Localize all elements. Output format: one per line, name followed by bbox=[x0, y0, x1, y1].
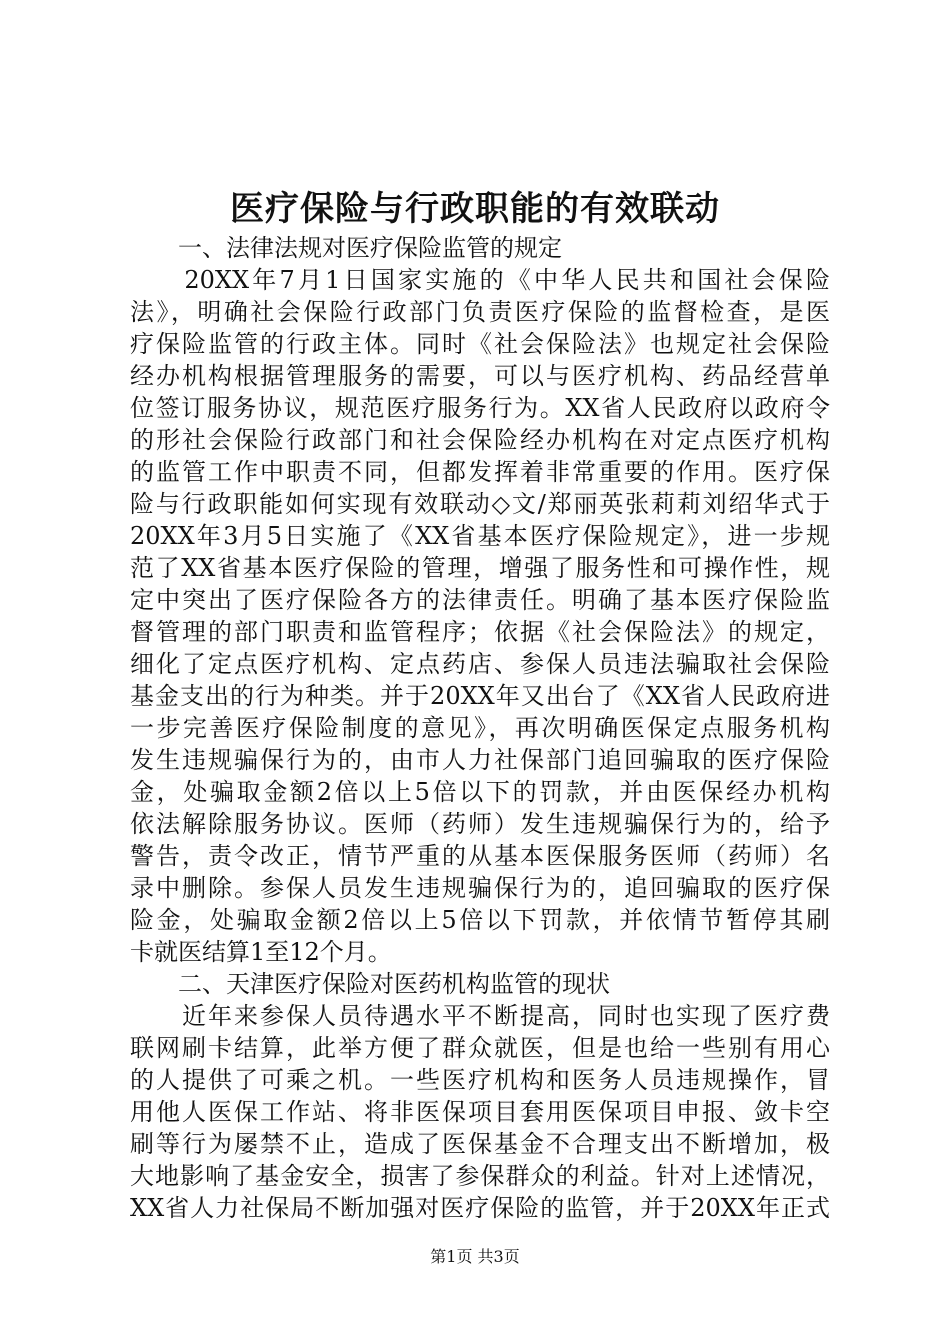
paragraph-line: 险金，处骗取金额2倍以上5倍以下罚款，并依情节暂停其刷 bbox=[130, 906, 830, 934]
paragraph-line: 基金支出的行为种类。并于20XX年又出台了《XX省人民政府进 bbox=[130, 682, 830, 710]
paragraph-line: 险与行政职能如何实现有效联动◇文/郑丽英张莉莉刘绍华式于 bbox=[130, 490, 830, 518]
paragraph-line: XX省人力社保局不断加强对医疗保险的监管，并于20XX年正式 bbox=[130, 1194, 830, 1222]
paragraph-line: 用他人医保工作站、将非医保项目套用医保项目申报、敛卡空 bbox=[130, 1098, 830, 1126]
paragraph-line: 金，处骗取金额2倍以上5倍以下的罚款，并由医保经办机构 bbox=[130, 778, 830, 806]
paragraph-line: 录中删除。参保人员发生违规骗保行为的，追回骗取的医疗保 bbox=[130, 874, 830, 902]
paragraph-line: 联网刷卡结算，此举方便了群众就医，但是也给一些别有用心 bbox=[130, 1034, 830, 1062]
paragraph-line: 依法解除服务协议。医师（药师）发生违规骗保行为的，给予 bbox=[130, 810, 830, 838]
paragraph-line: 刷等行为屡禁不止，造成了医保基金不合理支出不断增加，极 bbox=[130, 1130, 830, 1158]
paragraph-line: 法》，明确社会保险行政部门负责医疗保险的监督检查，是医 bbox=[130, 298, 830, 326]
paragraph-line: 20XX年7月1日国家实施的《中华人民共和国社会保险 bbox=[130, 266, 830, 294]
paragraph-line: 定中突出了医疗保险各方的法律责任。明确了基本医疗保险监 bbox=[130, 586, 830, 614]
paragraph-line: 大地影响了基金安全，损害了参保群众的利益。针对上述情况， bbox=[130, 1162, 830, 1190]
paragraph-line: 督管理的部门职责和监管程序；依据《社会保险法》的规定， bbox=[130, 618, 830, 646]
paragraph-line: 发生违规骗保行为的，由市人力社保部门追回骗取的医疗保险 bbox=[130, 746, 830, 774]
paragraph-line: 位签订服务协议，规范医疗服务行为。XX省人民政府以政府令 bbox=[130, 394, 830, 422]
section-heading: 一、法律法规对医疗保险监管的规定 bbox=[130, 234, 562, 262]
page-number-footer: 第1页 共3页 bbox=[430, 1247, 520, 1266]
paragraph-line: 警告，责令改正，情节严重的从基本医保服务医师（药师）名 bbox=[130, 842, 830, 870]
document-title: 医疗保险与行政职能的有效联动 bbox=[230, 189, 720, 229]
paragraph-line: 一步完善医疗保险制度的意见》，再次明确医保定点服务机构 bbox=[130, 714, 830, 742]
paragraph-line: 卡就医结算1至12个月。 bbox=[130, 938, 392, 966]
document-body bbox=[130, 232, 830, 1224]
paragraph-line: 细化了定点医疗机构、定点药店、参保人员违法骗取社会保险 bbox=[130, 650, 830, 678]
paragraph-line: 的形社会保险行政部门和社会保险经办机构在对定点医疗机构 bbox=[130, 426, 830, 454]
paragraph-line: 20XX年3月5日实施了《XX省基本医疗保险规定》，进一步规 bbox=[130, 522, 830, 550]
paragraph-line: 范了XX省基本医疗保险的管理，增强了服务性和可操作性，规 bbox=[130, 554, 830, 582]
paragraph-line: 近年来参保人员待遇水平不断提高，同时也实现了医疗费 bbox=[130, 1002, 830, 1030]
paragraph-line: 经办机构根据管理服务的需要，可以与医疗机构、药品经营单 bbox=[130, 362, 830, 390]
paragraph-line: 的人提供了可乘之机。一些医疗机构和医务人员违规操作，冒 bbox=[130, 1066, 830, 1094]
section-heading: 二、天津医疗保险对医药机构监管的现状 bbox=[130, 970, 610, 998]
paragraph-line: 疗保险监管的行政主体。同时《社会保险法》也规定社会保险 bbox=[130, 330, 830, 358]
paragraph-line: 的监管工作中职责不同，但都发挥着非常重要的作用。医疗保 bbox=[130, 458, 830, 486]
